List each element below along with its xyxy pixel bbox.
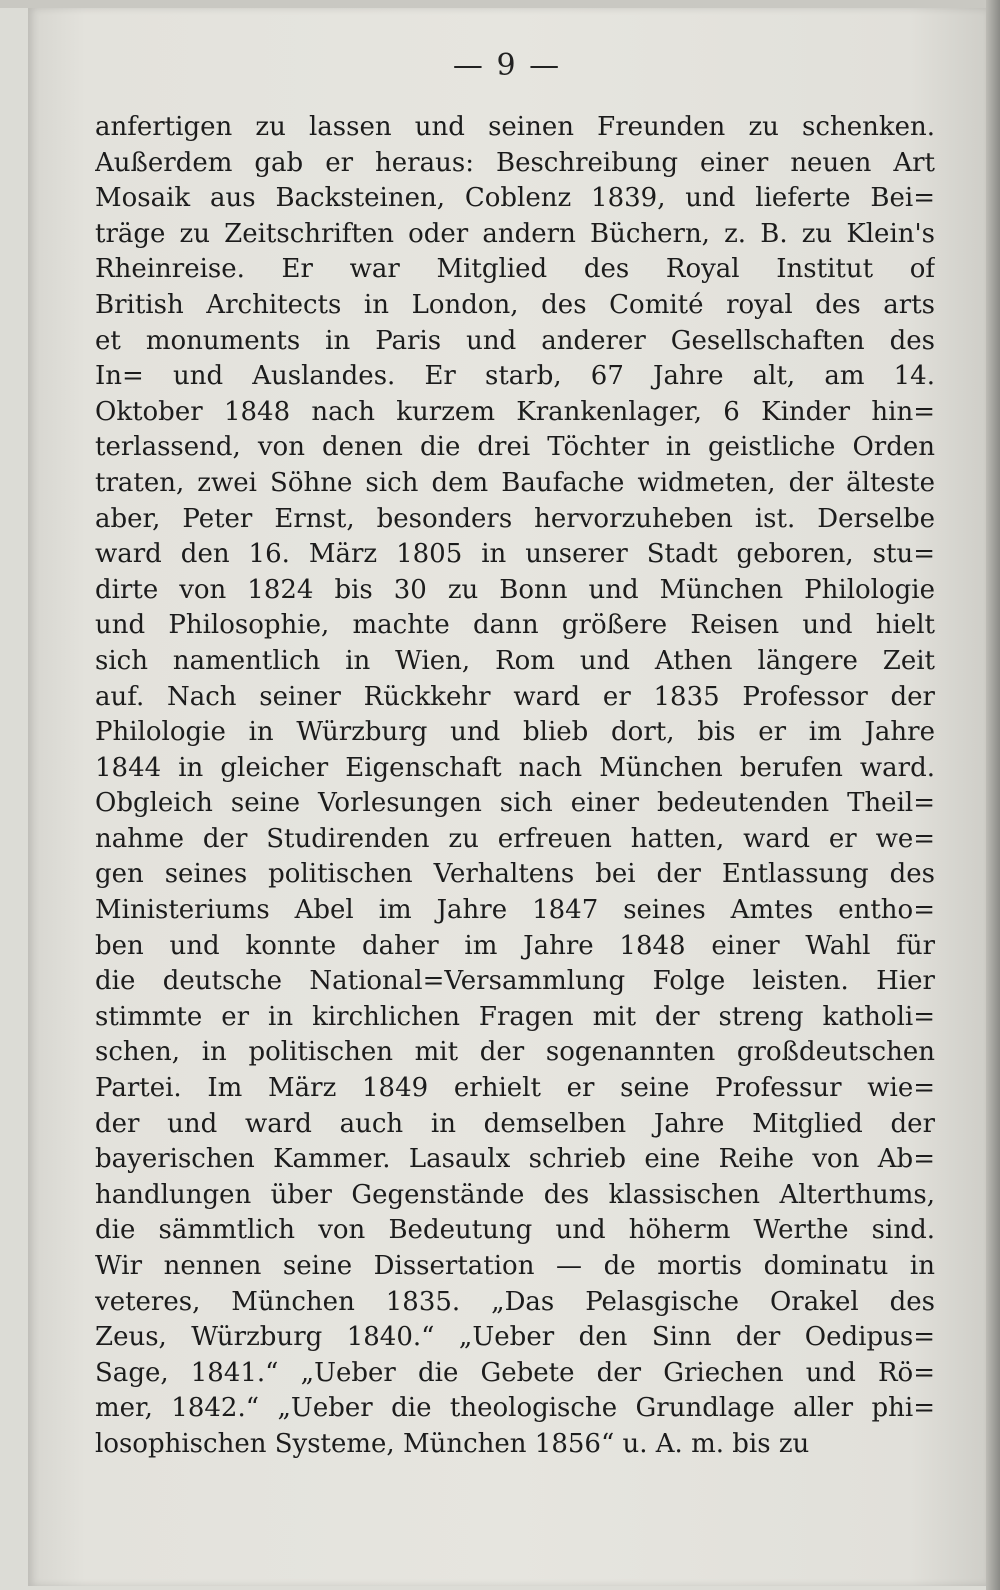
text-line: ben und konnte daher im Jahre 1848 einer Wahl für [95, 930, 935, 961]
text-line: veteres, München 1835. „Das Pelasgische Orakel des [95, 1286, 935, 1317]
text-line: der und ward auch in demselben Jahre Mitglied der [95, 1108, 935, 1139]
text-line: Obgleich seine Vorlesungen sich einer bedeutenden Theil= [95, 788, 935, 819]
text-line: Mosaik aus Backsteinen, Coblenz 1839, und lieferte Bei= [95, 183, 935, 214]
text-line: die sämmtlich von Bedeutung und höherm Werthe sind. [95, 1215, 935, 1246]
text-line: Philologie in Würzburg und blieb dort, bis er im Jahre [95, 717, 935, 748]
text-line: die deutsche National=Versammlung Folge leisten. Hier [95, 966, 935, 997]
text-line: stimmte er in kirchlichen Fragen mit der streng katholi= [95, 1001, 935, 1032]
text-line: handlungen über Gegenstände des klassischen Alterthums, [95, 1179, 935, 1210]
text-line: bayerischen Kammer. Lasaulx schrieb eine Reihe von Ab= [95, 1144, 935, 1175]
scan-top-edge [0, 0, 1000, 8]
text-line: 1844 in gleicher Eigenschaft nach München berufen ward. [95, 752, 935, 783]
text-line: Außerdem gab er heraus: Beschreibung einer neuen Art [95, 147, 935, 178]
text-line: dirte von 1824 bis 30 zu Bonn und München Philologie [95, 574, 935, 605]
text-line: auf. Nach seiner Rückkehr ward er 1835 Professor der [95, 681, 935, 712]
text-line: terlassend, von denen die drei Töchter in geistliche Orden [95, 432, 935, 463]
text-line: Sage, 1841.“ „Ueber die Gebete der Griechen und Rö= [95, 1357, 935, 1388]
body-text [95, 110, 935, 1463]
text-line: Zeus, Würzburg 1840.“ „Ueber den Sinn der Oedipus= [95, 1322, 935, 1353]
text-line: British Architects in London, des Comité royal des arts [95, 289, 935, 320]
text-line: gen seines politischen Verhaltens bei der Entlassung des [95, 859, 935, 890]
text-line: sich namentlich in Wien, Rom und Athen längere Zeit [95, 645, 935, 676]
text-line: traten, zwei Söhne sich dem Baufache widmeten, der älteste [95, 467, 935, 498]
text-line: In= und Auslandes. Er starb, 67 Jahre alt, am 14. [95, 361, 935, 392]
text-line: träge zu Zeitschriften oder andern Büchern, z. B. zu Klein's [95, 218, 935, 249]
text-line: nahme der Studirenden zu erfreuen hatten, ward er we= [95, 823, 935, 854]
text-line: mer, 1842.“ „Ueber die theologische Grundlage aller phi= [95, 1393, 935, 1424]
text-line: Rheinreise. Er war Mitglied des Royal Institut of [95, 254, 935, 285]
text-line: Ministeriums Abel im Jahre 1847 seines Amtes entho= [95, 895, 935, 926]
page-number: — 9 — [452, 48, 562, 83]
text-line: et monuments in Paris und anderer Gesellschaften des [95, 325, 935, 356]
text-line: anfertigen zu lassen und seinen Freunden zu schenken. [95, 112, 935, 142]
text-line: Partei. Im März 1849 erhielt er seine Professur wie= [95, 1073, 935, 1104]
scan-right-edge [986, 0, 1000, 1590]
text-line: und Philosophie, machte dann größere Reisen und hielt [95, 610, 935, 641]
text-line: Wir nennen seine Dissertation — de mortis dominatu in [95, 1251, 935, 1281]
text-line: schen, in politischen mit der sogenannten großdeutschen [95, 1037, 935, 1068]
text-line: losophischen Systeme, München 1856“ u. A. m. bis zu [95, 1428, 810, 1459]
text-line: aber, Peter Ernst, besonders hervorzuheben ist. Derselbe [95, 503, 935, 534]
text-line: Oktober 1848 nach kurzem Krankenlager, 6 Kinder hin= [95, 396, 935, 427]
text-line: ward den 16. März 1805 in unserer Stadt geboren, stu= [95, 539, 935, 570]
